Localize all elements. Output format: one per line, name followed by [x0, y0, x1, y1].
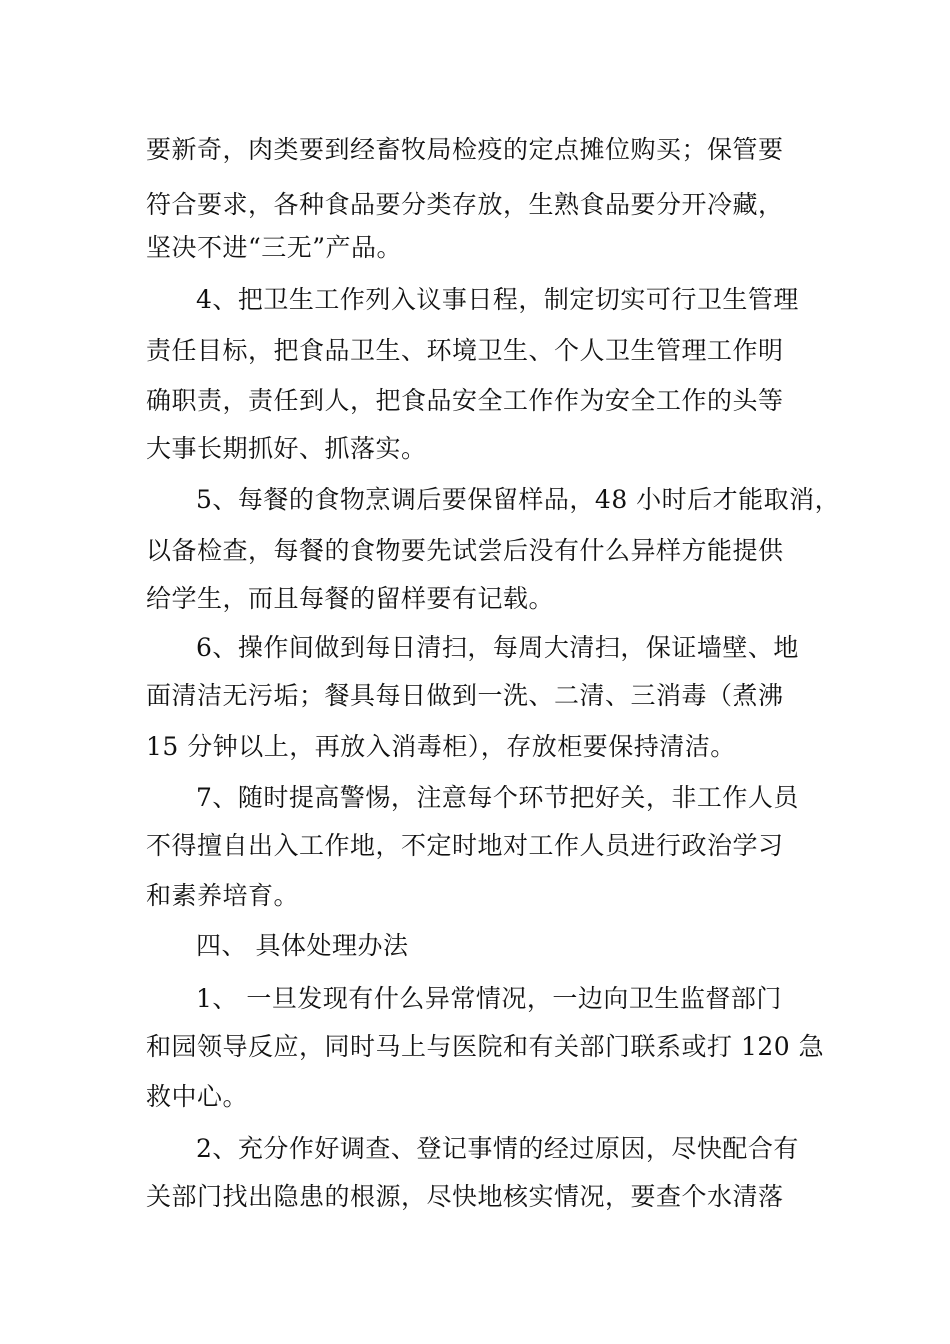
text-line: 确职责，责任到人，把食品安全工作作为安全工作的头等 — [146, 386, 784, 415]
text-line: 不得擅自出入工作地，不定时地对工作人员进行政治学习 — [146, 831, 784, 860]
text-line: 责任目标，把食品卫生、环境卫生、个人卫生管理工作明 — [146, 336, 784, 365]
text-line: 7、随时提高警惕，注意每个环节把好关，非工作人员 — [196, 783, 799, 812]
text-line: 5、每餐的食物烹调后要保留样品，48 小时后才能取消， — [196, 485, 841, 514]
text-line: 和园领导反应，同时马上与医院和有关部门联系或打 120 急 — [146, 1032, 825, 1061]
text-line: 1、 一旦发现有什么异常情况，一边向卫生监督部门 — [196, 984, 782, 1013]
text-line: 6、操作间做到每日清扫，每周大清扫，保证墙壁、地 — [196, 633, 799, 662]
text-line: 2、充分作好调查、登记事情的经过原因，尽快配合有 — [196, 1134, 799, 1163]
text-line: 4、把卫生工作列入议事日程，制定切实可行卫生管理 — [196, 285, 799, 314]
text-line: 符合要求，各种食品要分类存放，生熟食品要分开冷藏， — [146, 190, 784, 219]
text-line: 面清洁无污垢；餐具每日做到一洗、二清、三消毒（煮沸 — [146, 681, 784, 710]
text-line: 救中心。 — [146, 1082, 249, 1111]
text-line: 和素养培育。 — [146, 881, 300, 910]
text-line: 以备检查，每餐的食物要先试尝后没有什么异样方能提供 — [146, 536, 784, 565]
text-line: 大事长期抓好、抓落实。 — [146, 434, 427, 463]
text-line: 给学生，而且每餐的留样要有记载。 — [146, 584, 555, 613]
section-heading: 四、 具体处理办法 — [196, 931, 409, 960]
text-line: 要新奇，肉类要到经畜牧局检疫的定点摊位购买；保管要 — [146, 135, 784, 164]
text-line: 关部门找出隐患的根源，尽快地核实情况，要查个水清落 — [146, 1182, 784, 1211]
text-line: 15 分钟以上，再放入消毒柜），存放柜要保持清洁。 — [146, 732, 736, 761]
text-line: 坚决不进“三无”产品。 — [146, 233, 403, 262]
